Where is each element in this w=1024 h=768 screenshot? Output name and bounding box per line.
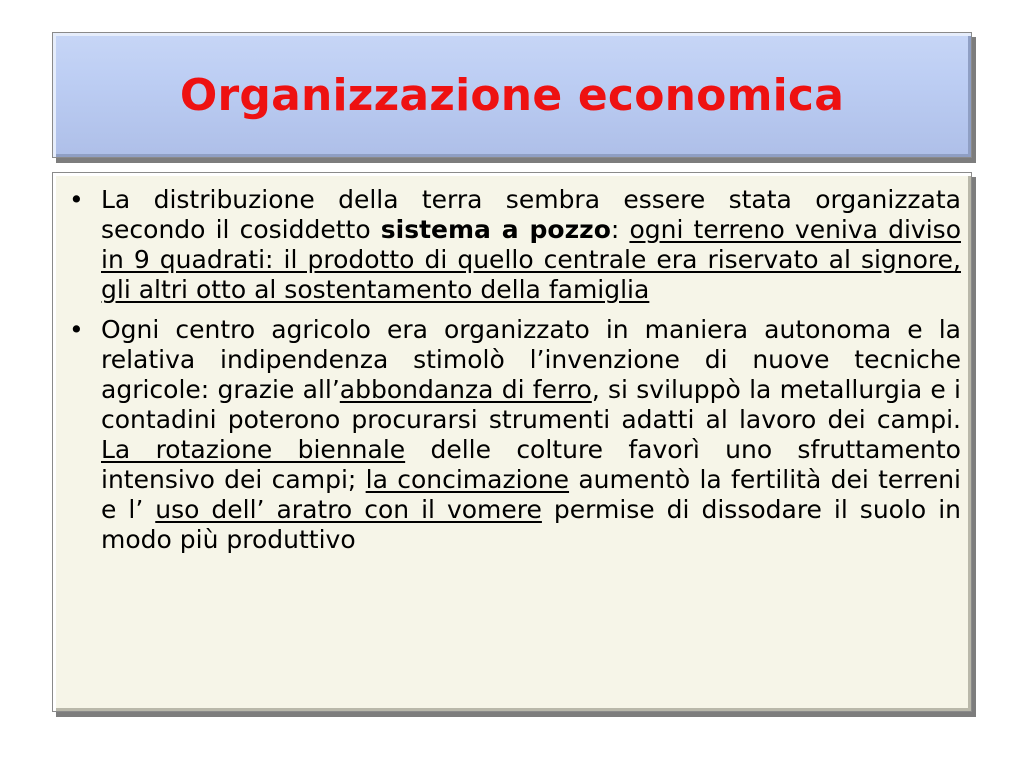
- slide-title: Organizzazione economica: [179, 69, 845, 121]
- bullet-item-1: [63, 185, 961, 305]
- bullet-2-underlined-c: la concimazione: [365, 465, 570, 494]
- bullet-2-underlined-b: La rotazione biennale: [101, 435, 406, 464]
- bullet-1-text-b: :: [610, 215, 630, 244]
- bullet-2-underlined-a: abbondanza di ferro: [339, 375, 592, 404]
- title-box: [52, 32, 972, 158]
- bullet-2-text-e: permise di dissodare il suolo in modo più produttivo: [101, 495, 961, 554]
- bullet-list: [63, 185, 961, 555]
- bullet-1-text-a: La distribuzione della terra sembra essere stata organizzata secondo il cosiddetto: [101, 185, 961, 244]
- bullet-2-text-b: , si sviluppò la metallurgia e i contadini poterono procurarsi strumenti adatti al lavoro dei campi.: [101, 375, 961, 434]
- bullet-2-text-c: delle colture favorì uno sfruttamento intensivo dei campi;: [101, 435, 961, 494]
- bullet-2-underlined-d: uso dell’ aratro con il vomere: [155, 495, 542, 524]
- bullet-2-text-a: Ogni centro agricolo era organizzato in maniera autonoma e la relativa indipendenza stimolò l’invenzione di nuove tecniche agricole: grazie all’: [101, 315, 961, 404]
- bullet-item-2: [63, 315, 961, 555]
- bullet-2-text-d: aumentò la fertilità dei terreni e l’: [101, 465, 961, 524]
- content-box: [52, 172, 972, 712]
- bullet-1-bold-term: sistema a pozzo: [380, 215, 611, 244]
- bullet-icon: •: [69, 185, 84, 214]
- bullet-1-underlined-text: ogni terreno veniva diviso in 9 quadrati: il prodotto di quello centrale era riservato al signore, gli altri otto al sostentamento della famiglia: [101, 215, 961, 304]
- bullet-icon: •: [69, 315, 84, 344]
